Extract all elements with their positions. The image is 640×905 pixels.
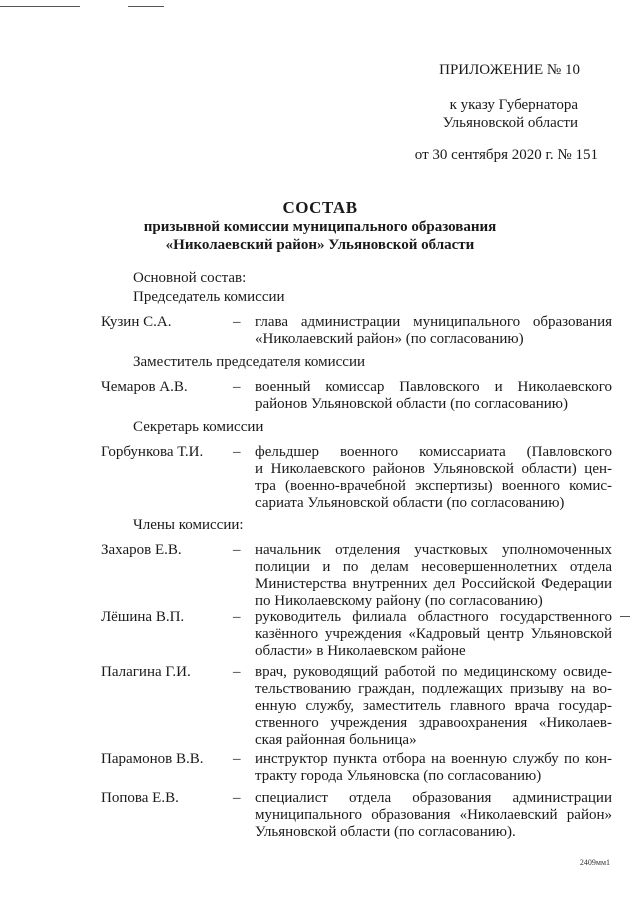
member-name: Горбункова Т.И. [101,444,204,460]
dash-separator: – [233,444,241,460]
scan-mark-top-left [0,6,80,7]
dash-separator: – [233,314,241,330]
member-position: врач, руководящий работой по медицинскому освиде- тельствованию граждан, подлежащих призыву на во- енную службу, заместитель главного врача государ- ственного учреждения здравоохранения «Николаев- ская районная больница» [255,664,612,748]
decree-date: от 30 сентября 2020 г. № 151 [414,147,598,163]
scan-mark-right [620,616,630,617]
member-name: Захаров Е.В. [101,542,182,558]
dash-separator: – [233,379,241,395]
member-name: Палагина Г.И. [101,664,191,680]
member-position: специалист отдела образования администрации муниципального образования «Николаевский район» Ульяновской области (по согласованию). [255,790,612,840]
appendix-number: ПРИЛОЖЕНИЕ № 10 [439,62,580,78]
member-position: инструктор пункта отбора на военную службу по кон- тракту города Ульяновска (по согласованию) [255,751,612,784]
member-name: Лёшина В.П. [101,609,185,625]
section-main-composition: Основной состав: [133,270,247,286]
member-position: глава администрации муниципального образования «Николаевский район» (по согласованию) [255,314,612,347]
dash-separator: – [233,790,241,806]
document-subtitle-line2: «Николаевский район» Ульяновской области [165,237,475,253]
decree-reference-line2: Ульяновской области [442,115,578,131]
dash-separator: – [233,609,241,625]
member-position: начальник отделения участковых уполномоченных полиции и по делам несовершеннолетних отдела Министерства внутренних дел Российской Федерации по Николаевскому району (по согласованию) [255,542,612,609]
document-title: СОСТАВ [282,198,358,217]
section-secretary: Секретарь комиссии [133,419,264,435]
dash-separator: – [233,664,241,680]
member-position: военный комиссар Павловского и Николаевского районов Ульяновской области (по согласованию) [255,379,612,412]
member-position: руководитель филиала областного государственного казённого учреждения «Кадровый центр Ульяновской области» в Николаевском районе [255,609,612,659]
section-chair: Председатель комиссии [133,289,285,305]
scan-mark-top [128,6,164,7]
member-name: Парамонов В.В. [101,751,204,767]
member-name: Кузин С.А. [101,314,172,330]
document-code: 2409мм1 [579,858,610,867]
dash-separator: – [233,751,241,767]
section-deputy: Заместитель председателя комиссии [133,354,366,370]
member-name: Чемаров А.В. [101,379,188,395]
decree-reference-line1: к указу Губернатора [449,97,578,113]
member-position: фельдшер военного комиссариата (Павловского и Николаевского районов Ульяновской области) цен- тра (военно-врачебной экспертизы) военного комис- сариата Ульяновской области (по согласованию) [255,444,612,511]
section-members: Члены комиссии: [133,517,244,533]
dash-separator: – [233,542,241,558]
document-subtitle-line1: призывной комиссии муниципального образования [143,219,497,235]
member-name: Попова Е.В. [101,790,179,806]
